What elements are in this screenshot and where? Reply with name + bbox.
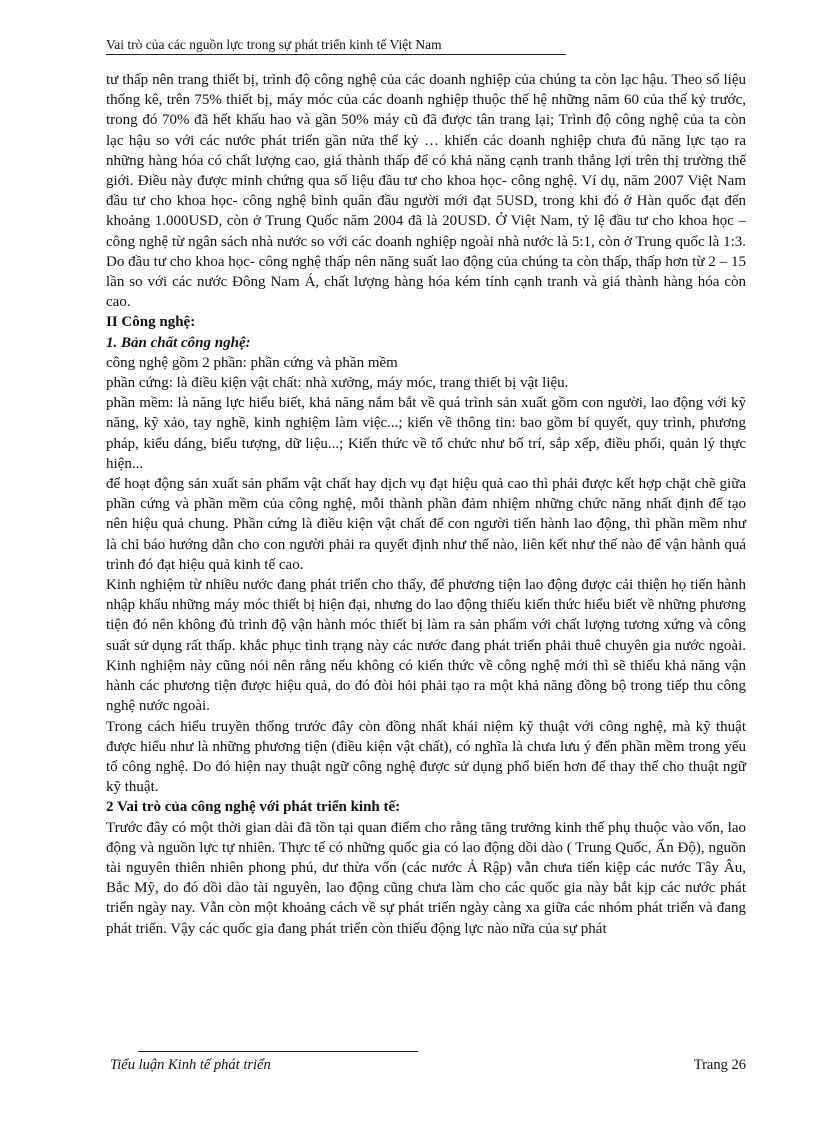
paragraph-components: công nghệ gồm 2 phần: phần cứng và phần mềm bbox=[106, 354, 398, 371]
paragraph-investment: tư thấp nên trang thiết bị, trình độ công nghệ của các doanh nghiệp của chúng ta còn lạc hậu. Theo số liệu thống kê, trên 75% thiết bị, máy móc của các doanh nghiệp thuộc thế hệ những năm 60 của thế kỷ trước, trong đó 70% đã hết khấu hao và gần 50% máy cũ đã được tân trang lại; Trình độ công nghệ của ta còn lạc hậu so với các nước phát triển gần nửa thế kỷ … khiến các doanh nghiệp chưa đủ năng lực tạo ra những hàng hóa có chất lượng cao, giá thành thấp để có khả năng cạnh tranh thắng lợi trên thị trường thế giới. Điều này được minh chứng qua số liệu đầu tư cho khoa học- công nghệ. Ví dụ, năm 2007 Việt Nam đầu tư cho khoa học- công nghệ bình quân đầu người mới đạt 5USD, trong khi đó ở Hàn quốc đạt đến khoảng 1.000USD, còn ở Trung Quốc năm 2004 đã là 20USD. Ở Việt Nam, tỷ lệ đầu tư cho khoa học – công nghệ từ ngân sách nhà nước so với các doanh nghiệp ngoài nhà nước là 5:1, còn ở Trung quốc là 1:3. Do đầu tư cho khoa học- công nghệ thấp nên năng suất lao động của chúng ta còn thấp, thấp hơn từ 2 – 15 lần so với các nước Đông Nam Á, chất lượng hàng hóa kém tính cạnh tranh và giá thành hàng hóa còn cao. bbox=[106, 72, 746, 311]
paragraph-combination: để hoạt động sản xuất sản phẩm vật chất hay dịch vụ đạt hiệu quả cao thì phải được kết hợp chặt chẽ giữa phần cứng và phần mềm của công nghệ, mỗi thành phần đảm nhiệm những chức năng nhất định để tạo nên hiệu quả chung. Phần cứng là điều kiện vật chất để con người tiến hành lao động, thì phần mềm như là chỉ báo hướng dẫn cho con người phải ra quyết định như thế nào, liên kết như thế nào để vận hành quá trình đó đạt hiệu quả kinh tế cao. bbox=[106, 476, 746, 573]
paragraph-software: phần mềm: là năng lực hiểu biết, khả năng nắm bắt về quá trình sản xuất gồm con người, lao động với kỹ năng, kỹ xảo, tay nghề, kinh nghiệm làm việc...; kiến về thông tin: bao gồm bí quyết, quy trình, phương pháp, kiểu dáng, biểu tượng, dữ liệu...; Kiến thức về tổ chức như bố trí, sắp xếp, điều phối, quản lý thực hiện... bbox=[106, 395, 746, 472]
paragraph-hardware: phần cứng: là điều kiện vật chất: nhà xưởng, máy móc, trang thiết bị vật liệu. bbox=[106, 375, 569, 392]
paragraph-experience: Kinh nghiệm từ nhiều nước đang phát triển cho thấy, để phương tiện lao động được cải thiện họ tiến hành nhập khẩu những máy móc thiết bị hiện đại, nhưng do lao động thiếu kiến thức hiểu biết về những phương tiện đó nên không đủ trình độ vận hành móc thiết bị làm ra sản phẩm với chất lượng tương xứng và công suất sử dụng rất thấp. khắc phục tình trạng này các nước đang phát triển phải thuê chuyên gia nước ngoài. Kinh nghiệm này cũng nói nên rằng nếu không có kiến thức về công nghệ mới thì sẽ thiếu khả năng vận hành các phương tiện được hiệu quả, do đó đòi hỏi phải tạo ra một khả năng đồng bộ trong tiếp thu công nghệ nước ngoài. bbox=[106, 577, 746, 715]
header-title: Vai trò của các nguồn lực trong sự phát triển kinh tế Việt Nam bbox=[106, 37, 442, 52]
section-heading-technology: II Công nghệ: bbox=[106, 314, 196, 331]
footer-divider bbox=[138, 1051, 418, 1052]
footer-document-title: Tiểu luận Kinh tế phát triển bbox=[110, 1057, 271, 1073]
page-number: Trang 26 bbox=[693, 1057, 746, 1073]
paragraph-traditional: Trong cách hiểu truyền thống trước đây còn đồng nhất khái niệm kỹ thuật với công nghệ, mà kỹ thuật được hiểu như là những phương tiện (điều kiện vật chất), có nghĩa là chưa lưu ý đến phần mềm trong yếu tố công nghệ. Do đó hiện nay thuật ngữ công nghệ được sử dụng phổ biến hơn để thay thế cho thuật ngữ kỹ thuật. bbox=[106, 718, 746, 796]
page-header bbox=[106, 37, 566, 55]
subsection-heading-nature: 1. Bản chất công nghệ: bbox=[106, 334, 251, 351]
subsection-heading-role: 2 Vai trò của công nghệ với phát triển kinh tế: bbox=[106, 799, 401, 816]
paragraph-growth: Trước đây có một thời gian dài đã tồn tại quan điểm cho rằng tăng trưởng kinh thế phụ thuộc vào vốn, lao động và nguồn lực tự nhiên. Thực tế có những quốc gia có lao động dồi dào ( Trung Quốc, Ấn Độ), nguồn tài nguyên thiên nhiên phong phú, dư thừa vốn (các nước Ả Rập) vẫn chưa tiến kiệp các nước Tây Âu, Bắc Mỹ, do đó dồi dào tài nguyên, lao động cũng chưa làm cho các quốc gia này bắt kịp các nước phát triển ngày nay. Vẫn còn một khoảng cách về sự phát triển ngày càng xa giữa các nhóm phát triển và đang phát triển. Vậy các quốc gia đang phát triển còn thiếu động lực nào nữa của sự phát bbox=[106, 819, 746, 937]
document-body bbox=[106, 70, 746, 939]
